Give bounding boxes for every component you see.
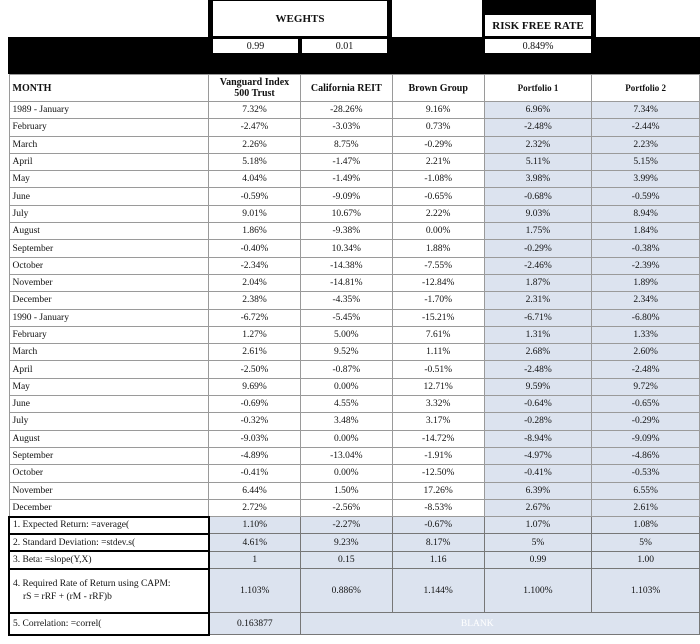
portfolio1-summary-cell[interactable]: 0.99 bbox=[484, 551, 592, 568]
table-row bbox=[9, 361, 700, 378]
table-row bbox=[9, 378, 700, 395]
month-cell[interactable]: May bbox=[9, 378, 209, 395]
brown-cell[interactable]: 1.11% bbox=[392, 344, 484, 361]
portfolio2-header: Portfolio 2 bbox=[592, 75, 700, 102]
portfolio2-cell[interactable]: 2.34% bbox=[592, 292, 700, 309]
reit-cell[interactable]: -3.03% bbox=[300, 119, 392, 136]
table-row bbox=[9, 447, 700, 464]
portfolio1-cell[interactable]: -6.71% bbox=[484, 309, 592, 326]
table-row bbox=[9, 136, 700, 153]
brown-cell[interactable]: -12.84% bbox=[392, 274, 484, 291]
reit-cell[interactable]: -2.56% bbox=[300, 499, 392, 516]
header-blank-mid bbox=[392, 0, 482, 37]
table-row bbox=[9, 119, 700, 136]
portfolio2-cell[interactable]: -0.65% bbox=[592, 396, 700, 413]
month-cell[interactable]: 1990 - January bbox=[9, 309, 209, 326]
table-row bbox=[9, 171, 700, 188]
brown-cell[interactable]: 0.00% bbox=[392, 223, 484, 240]
portfolio1-cell[interactable]: 3.98% bbox=[484, 171, 592, 188]
portfolio2-cell[interactable]: -2.39% bbox=[592, 257, 700, 274]
portfolio1-cell[interactable]: 1.87% bbox=[484, 274, 592, 291]
brown-cell[interactable]: -8.53% bbox=[392, 499, 484, 516]
portfolio2-cell[interactable]: 7.34% bbox=[592, 102, 700, 119]
portfolio1-cell[interactable]: 1.75% bbox=[484, 223, 592, 240]
portfolio2-cell[interactable]: -4.86% bbox=[592, 447, 700, 464]
portfolio2-cell[interactable]: 1.89% bbox=[592, 274, 700, 291]
brown-cell[interactable]: 2.22% bbox=[392, 205, 484, 222]
brown-cell[interactable]: 2.21% bbox=[392, 153, 484, 170]
month-cell[interactable]: December bbox=[9, 292, 209, 309]
portfolio2-summary-cell[interactable]: 5% bbox=[592, 534, 700, 551]
brown-cell[interactable]: 1.88% bbox=[392, 240, 484, 257]
reit-cell[interactable]: 10.34% bbox=[300, 240, 392, 257]
brown-summary-cell[interactable]: 1.16 bbox=[392, 551, 484, 568]
capm-label-line1: 4. Required Rate of Return using CAPM: bbox=[13, 578, 171, 589]
vanguard-cell[interactable]: 1.27% bbox=[209, 326, 301, 343]
portfolio2-cell[interactable]: 9.72% bbox=[592, 378, 700, 395]
vanguard-cell[interactable]: -4.89% bbox=[209, 447, 301, 464]
vanguard-cell[interactable]: 5.18% bbox=[209, 153, 301, 170]
correlation-label: 5. Correlation: =correl( bbox=[9, 613, 209, 635]
month-cell[interactable]: April bbox=[9, 361, 209, 378]
portfolio1-cell[interactable]: -2.48% bbox=[484, 361, 592, 378]
summary-label: 3. Beta: =slope(Y,X) bbox=[9, 551, 209, 568]
portfolio2-cell[interactable]: -9.09% bbox=[592, 430, 700, 447]
month-cell[interactable]: September bbox=[9, 447, 209, 464]
month-cell[interactable]: October bbox=[9, 465, 209, 482]
table-row bbox=[9, 223, 700, 240]
portfolio1-cell[interactable]: -2.48% bbox=[484, 119, 592, 136]
brown-cell[interactable]: 12.71% bbox=[392, 378, 484, 395]
table-row bbox=[9, 292, 700, 309]
reit-cell[interactable]: -1.49% bbox=[300, 171, 392, 188]
portfolio1-cell[interactable]: -0.28% bbox=[484, 413, 592, 430]
summary-row bbox=[9, 551, 700, 568]
brown-cell[interactable]: 7.61% bbox=[392, 326, 484, 343]
month-cell[interactable]: February bbox=[9, 326, 209, 343]
brown-cell[interactable]: 9.16% bbox=[392, 102, 484, 119]
capm-label bbox=[9, 569, 209, 613]
month-cell[interactable]: September bbox=[9, 240, 209, 257]
reit-cell[interactable]: 4.55% bbox=[300, 396, 392, 413]
portfolio2-cell[interactable]: 2.60% bbox=[592, 344, 700, 361]
summary-row bbox=[9, 534, 700, 551]
brown-cell[interactable]: 3.32% bbox=[392, 396, 484, 413]
table-row bbox=[9, 257, 700, 274]
brown-summary-cell[interactable]: -0.67% bbox=[392, 517, 484, 534]
returns-table bbox=[8, 74, 700, 636]
vanguard-cell[interactable]: -2.34% bbox=[209, 257, 301, 274]
vanguard-cell[interactable]: 2.04% bbox=[209, 274, 301, 291]
portfolio1-cell[interactable]: -0.64% bbox=[484, 396, 592, 413]
summary-row bbox=[9, 517, 700, 534]
portfolio1-summary-cell[interactable]: 1.07% bbox=[484, 517, 592, 534]
portfolio1-cell[interactable]: -8.94% bbox=[484, 430, 592, 447]
portfolio1-cell[interactable]: 1.31% bbox=[484, 326, 592, 343]
summary-label: 2. Standard Deviation: =stdev.s( bbox=[9, 534, 209, 551]
portfolio2-cell[interactable]: 5.15% bbox=[592, 153, 700, 170]
reit-cell[interactable]: -0.87% bbox=[300, 361, 392, 378]
month-cell[interactable]: June bbox=[9, 188, 209, 205]
reit-cell[interactable]: 5.00% bbox=[300, 326, 392, 343]
brown-cell[interactable]: -0.65% bbox=[392, 188, 484, 205]
vanguard-cell[interactable]: 2.72% bbox=[209, 499, 301, 516]
vanguard-cell[interactable]: -2.50% bbox=[209, 361, 301, 378]
brown-summary-cell[interactable]: 8.17% bbox=[392, 534, 484, 551]
brown-cell[interactable]: -1.91% bbox=[392, 447, 484, 464]
month-header: MONTH bbox=[9, 75, 209, 102]
portfolio2-cell[interactable]: 3.99% bbox=[592, 171, 700, 188]
vanguard-cell[interactable]: 9.01% bbox=[209, 205, 301, 222]
portfolio1-cell[interactable]: 5.11% bbox=[484, 153, 592, 170]
vanguard-cell[interactable]: -6.72% bbox=[209, 309, 301, 326]
risk-free-title-cell bbox=[484, 14, 592, 37]
reit-summary-cell[interactable]: 0.15 bbox=[300, 551, 392, 568]
month-cell[interactable]: May bbox=[9, 171, 209, 188]
table-row bbox=[9, 499, 700, 516]
portfolio2-capm-cell[interactable]: 1.103% bbox=[592, 569, 700, 613]
month-cell[interactable]: August bbox=[9, 430, 209, 447]
portfolio1-cell[interactable]: 9.59% bbox=[484, 378, 592, 395]
vanguard-cell[interactable]: 2.26% bbox=[209, 136, 301, 153]
brown-header: Brown Group bbox=[392, 75, 484, 102]
vanguard-cell[interactable]: -0.59% bbox=[209, 188, 301, 205]
reit-cell[interactable]: 0.00% bbox=[300, 378, 392, 395]
portfolio1-cell[interactable]: -4.97% bbox=[484, 447, 592, 464]
month-cell[interactable]: August bbox=[9, 223, 209, 240]
table-row bbox=[9, 430, 700, 447]
month-cell[interactable]: July bbox=[9, 205, 209, 222]
month-cell[interactable]: November bbox=[9, 274, 209, 291]
brown-cell[interactable]: -0.29% bbox=[392, 136, 484, 153]
weights-title-cell bbox=[212, 0, 388, 37]
vanguard-cell[interactable]: -9.03% bbox=[209, 430, 301, 447]
table-row bbox=[9, 309, 700, 326]
portfolio1-cell[interactable]: -2.46% bbox=[484, 257, 592, 274]
portfolio1-cell[interactable]: 2.31% bbox=[484, 292, 592, 309]
summary-label: 1. Expected Return: =average( bbox=[9, 517, 209, 534]
vanguard-cell[interactable]: 4.04% bbox=[209, 171, 301, 188]
reit-cell[interactable]: -28.26% bbox=[300, 102, 392, 119]
brown-cell[interactable]: -12.50% bbox=[392, 465, 484, 482]
risk-free-title: RISK FREE RATE bbox=[492, 19, 584, 32]
table-row bbox=[9, 274, 700, 291]
weight-1[interactable]: 0.99 bbox=[212, 38, 299, 54]
portfolio2-cell[interactable]: -0.59% bbox=[592, 188, 700, 205]
table-row bbox=[9, 153, 700, 170]
reit-summary-cell[interactable]: 9.23% bbox=[300, 534, 392, 551]
reit-cell[interactable]: -14.38% bbox=[300, 257, 392, 274]
month-cell[interactable]: 1989 - January bbox=[9, 102, 209, 119]
vanguard-cell[interactable]: -0.69% bbox=[209, 396, 301, 413]
reit-cell[interactable]: 1.50% bbox=[300, 482, 392, 499]
portfolio1-cell[interactable]: 6.39% bbox=[484, 482, 592, 499]
blank-cell: BLANK bbox=[300, 613, 699, 635]
table-row bbox=[9, 205, 700, 222]
reit-cell[interactable]: 3.48% bbox=[300, 413, 392, 430]
month-cell[interactable]: March bbox=[9, 344, 209, 361]
brown-cell[interactable]: 3.17% bbox=[392, 413, 484, 430]
reit-capm-cell[interactable]: 0.886% bbox=[300, 569, 392, 613]
portfolio2-cell[interactable]: 2.61% bbox=[592, 499, 700, 516]
vanguard-cell[interactable]: 7.32% bbox=[209, 102, 301, 119]
brown-cell[interactable]: -7.55% bbox=[392, 257, 484, 274]
capm-label-line2: rS = rRF + (rM - rRF)b bbox=[23, 591, 112, 602]
brown-capm-cell[interactable]: 1.144% bbox=[392, 569, 484, 613]
vanguard-cell[interactable]: 1.86% bbox=[209, 223, 301, 240]
table-row bbox=[9, 240, 700, 257]
reit-summary-cell[interactable]: -2.27% bbox=[300, 517, 392, 534]
portfolio2-cell[interactable]: -0.29% bbox=[592, 413, 700, 430]
header-blank-right bbox=[596, 0, 700, 37]
reit-cell[interactable]: 0.00% bbox=[300, 430, 392, 447]
month-cell[interactable]: June bbox=[9, 396, 209, 413]
portfolio1-cell[interactable]: 2.32% bbox=[484, 136, 592, 153]
table-row bbox=[9, 413, 700, 430]
portfolio2-cell[interactable]: 1.33% bbox=[592, 326, 700, 343]
reit-cell[interactable]: -9.09% bbox=[300, 188, 392, 205]
brown-cell[interactable]: -15.21% bbox=[392, 309, 484, 326]
month-cell[interactable]: October bbox=[9, 257, 209, 274]
vanguard-cell[interactable]: 9.69% bbox=[209, 378, 301, 395]
portfolio2-cell[interactable]: -6.80% bbox=[592, 309, 700, 326]
table-row bbox=[9, 344, 700, 361]
vanguard-header: Vanguard Index 500 Trust bbox=[209, 75, 301, 102]
month-cell[interactable]: April bbox=[9, 153, 209, 170]
header-row bbox=[9, 75, 700, 102]
vanguard-capm-cell[interactable]: 1.103% bbox=[209, 569, 301, 613]
portfolio1-cell[interactable]: -0.41% bbox=[484, 465, 592, 482]
vanguard-summary-cell[interactable]: 1 bbox=[209, 551, 301, 568]
portfolio1-cell[interactable]: -0.68% bbox=[484, 188, 592, 205]
reit-cell[interactable]: -14.81% bbox=[300, 274, 392, 291]
portfolio2-cell[interactable]: -2.44% bbox=[592, 119, 700, 136]
reit-cell[interactable]: 0.00% bbox=[300, 465, 392, 482]
portfolio1-cell[interactable]: 2.68% bbox=[484, 344, 592, 361]
reit-cell[interactable]: -4.35% bbox=[300, 292, 392, 309]
brown-cell[interactable]: 17.26% bbox=[392, 482, 484, 499]
portfolio1-cell[interactable]: 9.03% bbox=[484, 205, 592, 222]
month-cell[interactable]: March bbox=[9, 136, 209, 153]
weights-title: WEGHTS bbox=[275, 12, 325, 25]
portfolio2-cell[interactable]: 2.23% bbox=[592, 136, 700, 153]
vanguard-cell[interactable]: 2.38% bbox=[209, 292, 301, 309]
table-row bbox=[9, 326, 700, 343]
vanguard-cell[interactable]: -0.41% bbox=[209, 465, 301, 482]
portfolio1-capm-cell[interactable]: 1.100% bbox=[484, 569, 592, 613]
vanguard-cell[interactable]: -0.32% bbox=[209, 413, 301, 430]
vanguard-summary-cell[interactable]: 4.61% bbox=[209, 534, 301, 551]
risk-free-rate[interactable]: 0.849% bbox=[484, 38, 592, 54]
portfolio2-cell[interactable]: -0.38% bbox=[592, 240, 700, 257]
correlation-value[interactable]: 0.163877 bbox=[209, 613, 301, 635]
table-row bbox=[9, 465, 700, 482]
portfolio1-header: Portfolio 1 bbox=[484, 75, 592, 102]
correlation-row bbox=[9, 613, 700, 635]
brown-cell[interactable]: -14.72% bbox=[392, 430, 484, 447]
month-cell[interactable]: February bbox=[9, 119, 209, 136]
table-row bbox=[9, 396, 700, 413]
brown-cell[interactable]: -1.08% bbox=[392, 171, 484, 188]
month-cell[interactable]: July bbox=[9, 413, 209, 430]
vanguard-cell[interactable]: -2.47% bbox=[209, 119, 301, 136]
reit-header: California REIT bbox=[300, 75, 392, 102]
table-row bbox=[9, 482, 700, 499]
month-cell[interactable]: December bbox=[9, 499, 209, 516]
portfolio2-cell[interactable]: 8.94% bbox=[592, 205, 700, 222]
capm-row bbox=[9, 569, 700, 613]
reit-cell[interactable]: -5.45% bbox=[300, 309, 392, 326]
header-blank-left bbox=[8, 0, 208, 37]
vanguard-cell[interactable]: 6.44% bbox=[209, 482, 301, 499]
reit-cell[interactable]: 9.52% bbox=[300, 344, 392, 361]
portfolio1-cell[interactable]: 2.67% bbox=[484, 499, 592, 516]
portfolio2-summary-cell[interactable]: 1.08% bbox=[592, 517, 700, 534]
brown-cell[interactable]: 0.73% bbox=[392, 119, 484, 136]
month-cell[interactable]: November bbox=[9, 482, 209, 499]
portfolio2-cell[interactable]: -0.53% bbox=[592, 465, 700, 482]
portfolio1-cell[interactable]: -0.29% bbox=[484, 240, 592, 257]
table-row bbox=[9, 102, 700, 119]
reit-cell[interactable]: -9.38% bbox=[300, 223, 392, 240]
brown-cell[interactable]: -1.70% bbox=[392, 292, 484, 309]
portfolio2-cell[interactable]: 1.84% bbox=[592, 223, 700, 240]
reit-cell[interactable]: 8.75% bbox=[300, 136, 392, 153]
vanguard-cell[interactable]: -0.40% bbox=[209, 240, 301, 257]
reit-cell[interactable]: -13.04% bbox=[300, 447, 392, 464]
portfolio2-summary-cell[interactable]: 1.00 bbox=[592, 551, 700, 568]
portfolio1-summary-cell[interactable]: 5% bbox=[484, 534, 592, 551]
vanguard-summary-cell[interactable]: 1.10% bbox=[209, 517, 301, 534]
brown-cell[interactable]: -0.51% bbox=[392, 361, 484, 378]
portfolio2-cell[interactable]: 6.55% bbox=[592, 482, 700, 499]
weight-2[interactable]: 0.01 bbox=[301, 38, 388, 54]
portfolio1-cell[interactable]: 6.96% bbox=[484, 102, 592, 119]
portfolio2-cell[interactable]: -2.48% bbox=[592, 361, 700, 378]
table-row bbox=[9, 188, 700, 205]
reit-cell[interactable]: -1.47% bbox=[300, 153, 392, 170]
reit-cell[interactable]: 10.67% bbox=[300, 205, 392, 222]
vanguard-cell[interactable]: 2.61% bbox=[209, 344, 301, 361]
